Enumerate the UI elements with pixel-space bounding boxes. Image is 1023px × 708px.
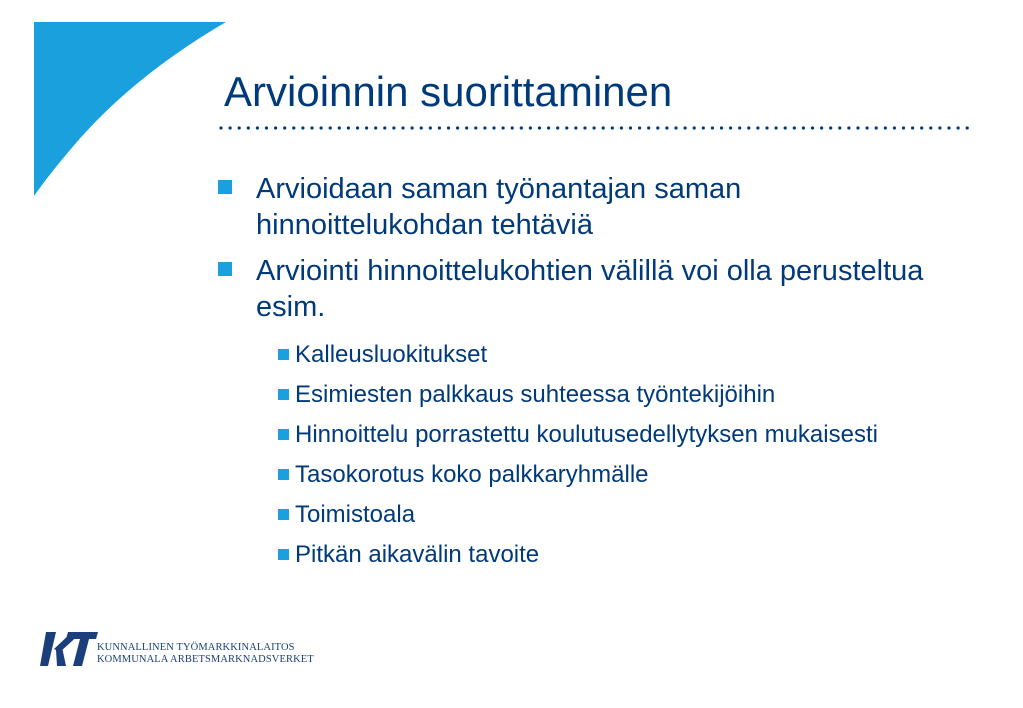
square-bullet-icon: [278, 469, 289, 480]
bullet-item: [218, 253, 938, 325]
square-bullet-icon: [278, 389, 289, 400]
sub-bullet-text: Toimistoala: [295, 501, 416, 528]
sub-bullet-item: [278, 500, 958, 530]
organization-logo: [40, 630, 320, 670]
sub-bullet-text: Kalleusluokitukset: [295, 341, 488, 368]
bullet-text: Arvioidaan saman työnantajan saman hinnoittelukohdan tehtäviä: [256, 173, 742, 241]
slide-title: Arvioinnin suorittaminen: [224, 68, 673, 115]
sub-bullet-list: [278, 340, 958, 580]
square-bullet-icon: [278, 429, 289, 440]
bullet-item: [218, 171, 938, 243]
sub-bullet-item: [278, 460, 958, 490]
title-dotted-rule: [218, 124, 975, 132]
square-bullet-icon: [218, 180, 232, 194]
square-bullet-icon: [218, 262, 232, 276]
sub-bullet-item: [278, 380, 958, 410]
logo-text-finnish: KUNNALLINEN TYÖMARKKINALAITOS: [97, 642, 295, 653]
square-bullet-icon: [278, 349, 289, 360]
sub-bullet-text: Esimiesten palkkaus suhteessa työntekijöihin: [295, 381, 776, 408]
kt-logo-icon: [40, 630, 98, 668]
sub-bullet-text: Hinnoittelu porrastettu koulutusedellytyksen mukaisesti: [295, 421, 878, 448]
sub-bullet-item: [278, 420, 958, 450]
square-bullet-icon: [278, 509, 289, 520]
square-bullet-icon: [278, 549, 289, 560]
logo-text-swedish: KOMMUNALA ARBETSMARKNADSVERKET: [97, 654, 314, 665]
sub-bullet-text: Pitkän aikavälin tavoite: [295, 541, 540, 568]
sub-bullet-text: Tasokorotus koko palkkaryhmälle: [295, 461, 649, 488]
sub-bullet-item: [278, 340, 958, 370]
sub-bullet-item: [278, 540, 958, 570]
corner-decoration: [0, 0, 240, 210]
bullet-list: [218, 171, 938, 335]
bullet-text: Arviointi hinnoittelukohtien välillä voi olla perusteltua esim.: [256, 255, 924, 323]
